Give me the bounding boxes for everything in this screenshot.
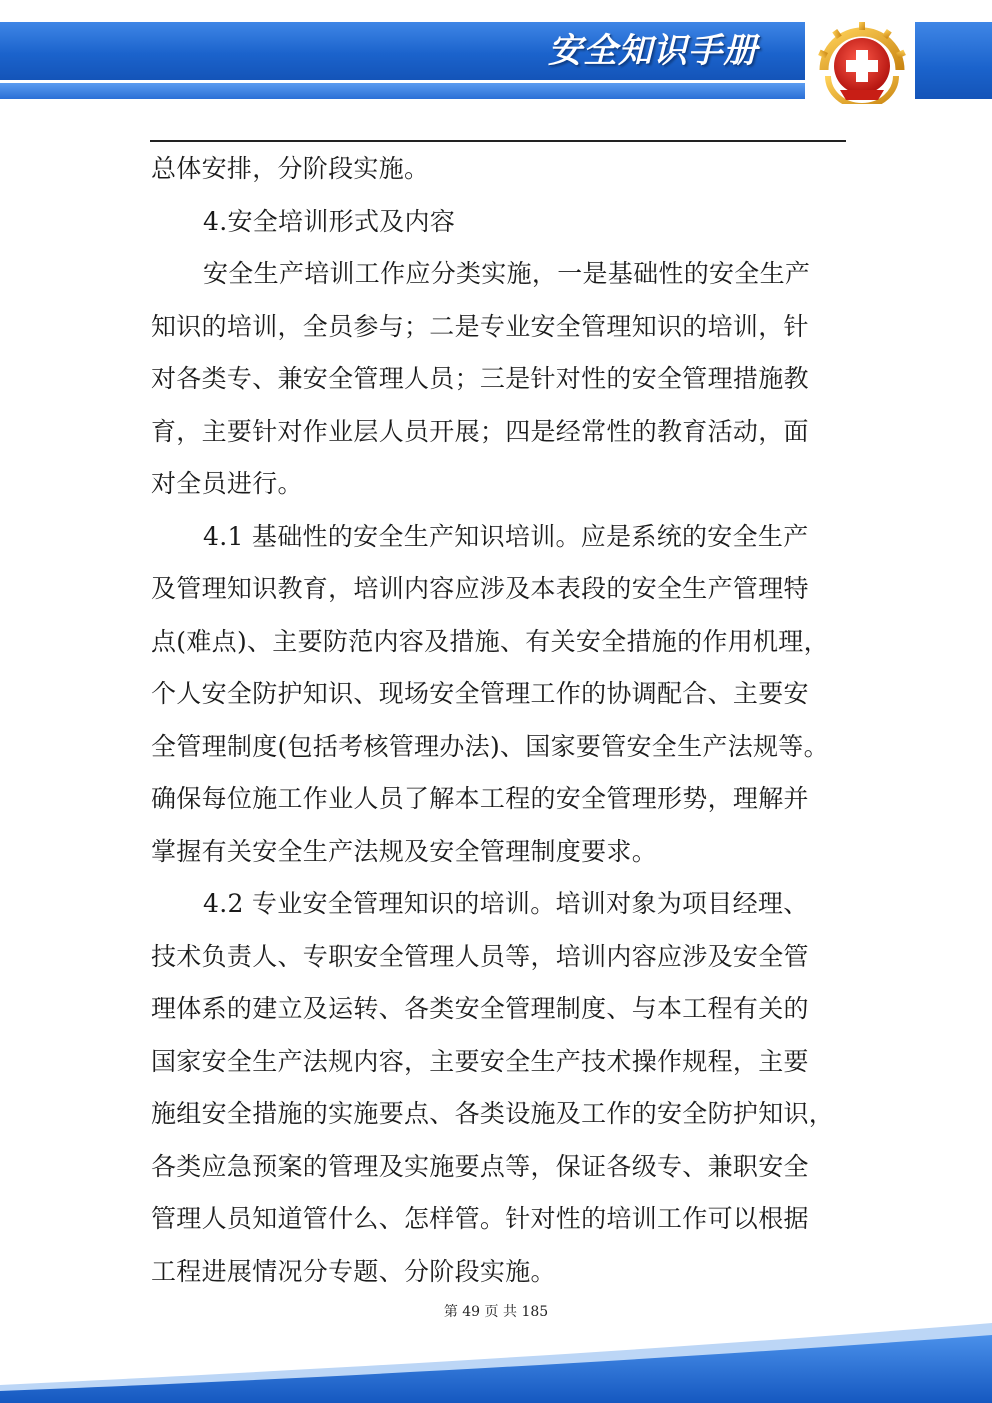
paragraph-line: 个人安全防护知识、现场安全管理工作的协调配合、主要安: [151, 679, 809, 708]
text-line: 总体安排，分阶段实施。: [151, 154, 430, 183]
paragraph-line: 施组安全措施的实施要点、各类设施及工作的安全防护知识，: [151, 1099, 835, 1128]
paragraph-line: 4.1 基础性的安全生产知识培训。应是系统的安全生产: [203, 521, 809, 551]
safety-cross-emblem-icon: [812, 20, 912, 104]
paragraph-line: 知识的培训，全员参与；二是专业安全管理知识的培训，针: [151, 311, 809, 341]
paragraph-line: 技术负责人、专职安全管理人员等，培训内容应涉及安全管: [151, 941, 809, 971]
paragraph-line: 全管理制度(包括考核管理办法)、国家要管安全生产法规等。: [151, 731, 829, 761]
paragraph-line: 确保每位施工作业人员了解本工程的安全管理形势，理解并: [151, 784, 809, 813]
paragraph-line: 育，主要针对作业层人员开展；四是经常性的教育活动，面: [151, 416, 809, 446]
body-text: [151, 143, 851, 1298]
paragraph-line: 掌握有关安全生产法规及安全管理制度要求。: [151, 836, 658, 866]
page-number: 第 49 页 共 185: [443, 1304, 549, 1320]
paragraph-line: 4.2 专业安全管理知识的培训。培训对象为项目经理、: [203, 889, 809, 918]
header-title: 安全知识手册: [548, 31, 758, 71]
paragraph-line: 管理人员知道管什么、怎样管。针对性的培训工作可以根据: [151, 1204, 809, 1233]
section-heading: 4.安全培训形式及内容: [203, 206, 456, 236]
paragraph-line: 理体系的建立及运转、各类安全管理制度、与本工程有关的: [151, 994, 809, 1023]
footer-wave: [0, 1315, 992, 1403]
header-band-stripe: [0, 83, 805, 99]
paragraph-line: 国家安全生产法规内容，主要安全生产技术操作规程，主要: [151, 1046, 809, 1076]
paragraph-line: 安全生产培训工作应分类实施，一是基础性的安全生产: [203, 259, 811, 288]
header-rule: [150, 140, 846, 142]
header-right-block: [915, 22, 992, 99]
paragraph-line: 对各类专、兼安全管理人员；三是针对性的安全管理措施教: [151, 364, 809, 393]
paragraph-line: 工程进展情况分专题、分阶段实施。: [151, 1256, 556, 1286]
paragraph-line: 对全员进行。: [151, 469, 303, 498]
paragraph-line: 及管理知识教育，培训内容应涉及本表段的安全生产管理特: [151, 574, 809, 603]
paragraph-line: 各类应急预案的管理及实施要点等，保证各级专、兼职安全: [151, 1151, 809, 1181]
paragraph-line: 点(难点)、主要防范内容及措施、有关安全措施的作用机理，: [151, 626, 829, 656]
